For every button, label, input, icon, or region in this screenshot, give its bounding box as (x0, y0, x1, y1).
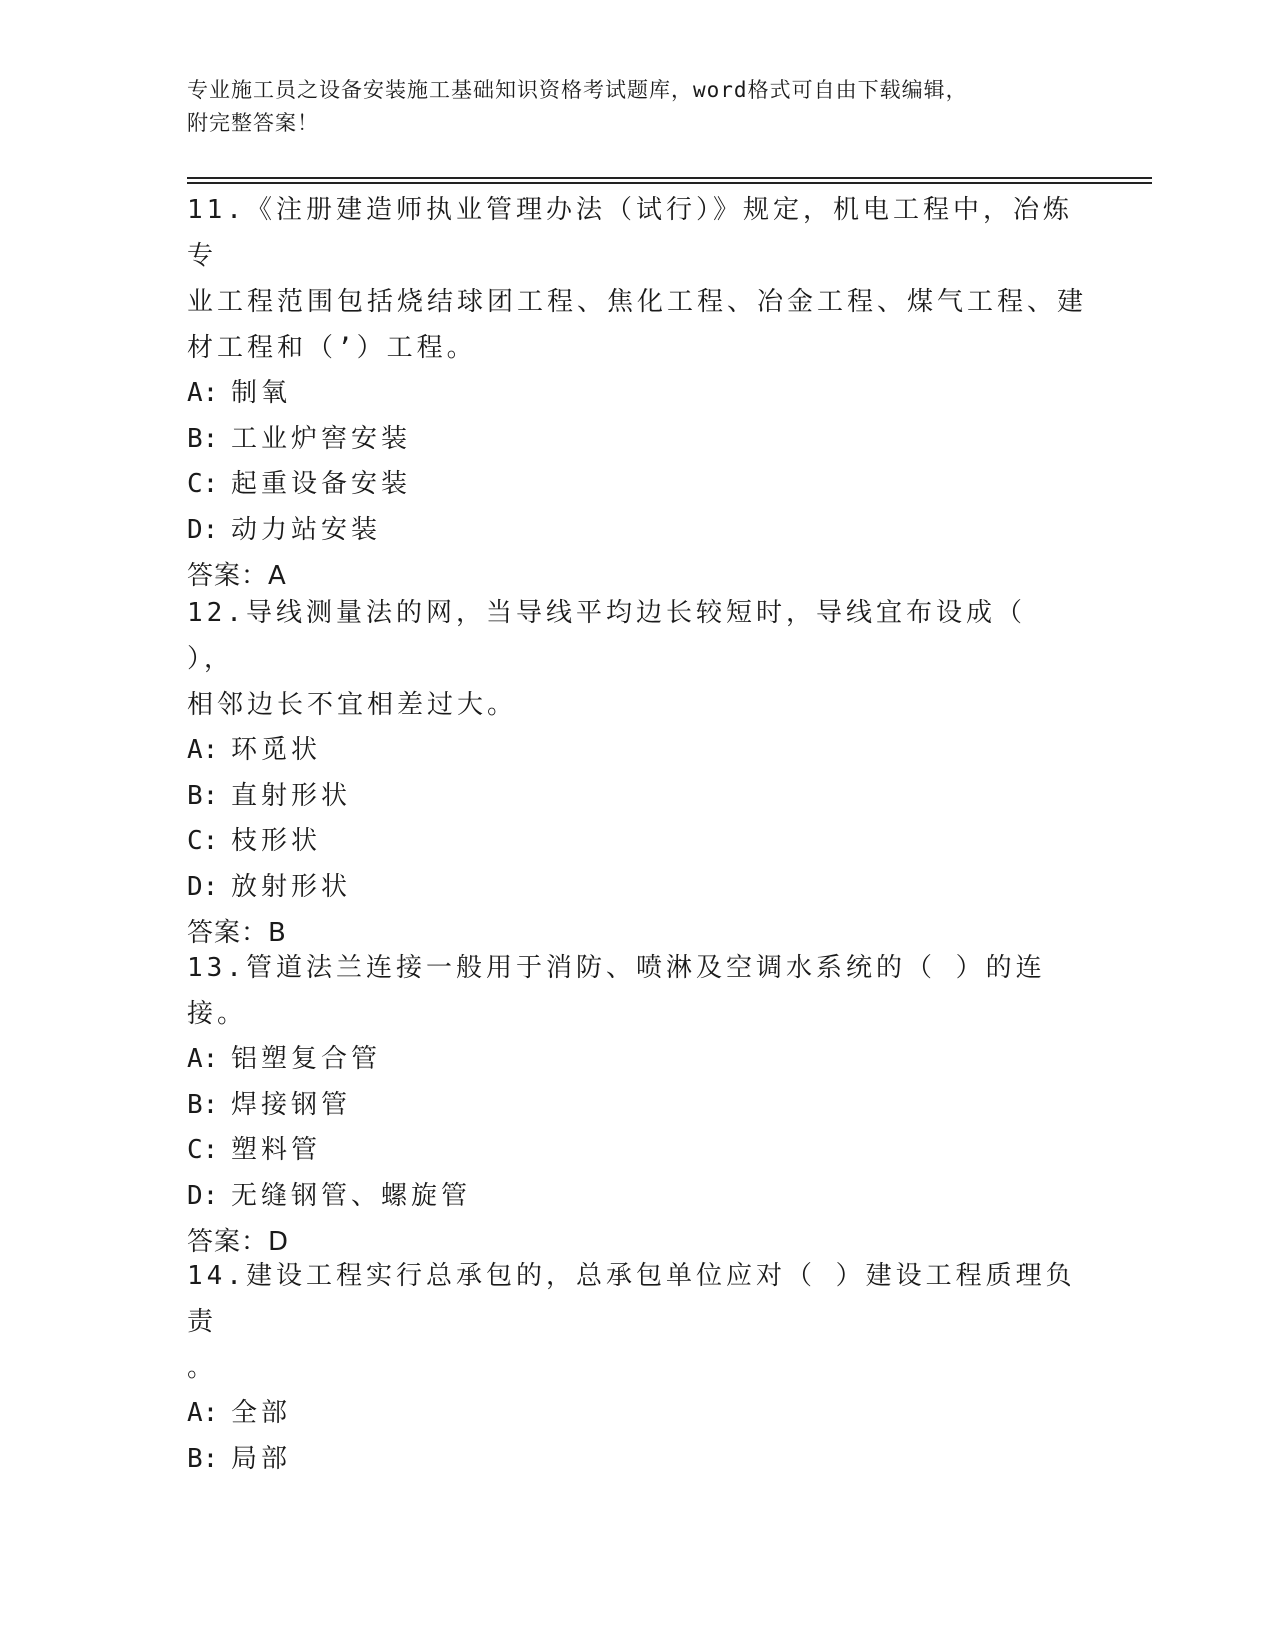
option-a (187, 1391, 1087, 1437)
option-text: 直射形状 (231, 780, 352, 811)
option-text: 环觅状 (231, 735, 322, 765)
option-d (187, 1174, 1087, 1220)
option-text: 无缝钢管、螺旋管 (231, 1180, 472, 1211)
question-text-line: 13.管道法兰连接一般用于消防、喷淋及空调水系统的（ ）的连接。 (187, 953, 1046, 1029)
option-letter: B: (187, 1443, 219, 1474)
option-text: 铝塑复合管 (231, 1044, 382, 1074)
option-letter: A: (187, 378, 219, 408)
option-letter: D: (187, 1180, 219, 1211)
option-letter: B: (187, 1089, 219, 1120)
option-b (187, 1437, 1087, 1483)
question-14 (187, 1253, 1087, 1482)
question-text-line: 。 (187, 1353, 218, 1383)
question-11-text (187, 187, 1087, 371)
option-letter: C: (187, 469, 219, 499)
option-text: 动力站安装 (231, 514, 382, 545)
question-text-line: 12.导线测量法的网，当导线平均边长较短时，导线宜布设成（ ）， (187, 598, 1026, 674)
question-text-line: 14.建设工程实行总承包的，总承包单位应对（ ）建设工程质理负责 (187, 1261, 1076, 1337)
option-letter: C: (187, 826, 219, 856)
option-b (187, 1083, 1087, 1129)
option-b (187, 417, 1087, 463)
divider-rule-top (187, 177, 1152, 179)
answer-label: 答案：B (187, 918, 287, 948)
option-text: 全部 (231, 1398, 292, 1428)
option-c (187, 462, 1087, 508)
option-letter: A: (187, 1044, 219, 1074)
answer-label: 答案：A (187, 561, 287, 591)
question-12 (187, 590, 1087, 956)
question-text-line: 相邻边长不宜相差过大。 (187, 690, 518, 720)
option-text: 塑料管 (231, 1135, 322, 1165)
question-text-line: 11.《注册建造师执业管理办法（试行）》规定，机电工程中，冶炼专 (187, 195, 1073, 271)
question-text-line: 材工程和（’）工程。 (187, 333, 477, 363)
option-a (187, 1037, 1087, 1083)
question-13 (187, 945, 1087, 1265)
option-a (187, 371, 1087, 417)
question-12-text (187, 590, 1087, 728)
option-text: 制氧 (231, 378, 292, 408)
option-text: 起重设备安装 (231, 469, 412, 499)
answer-label: 答案：D (187, 1227, 290, 1257)
question-14-text (187, 1253, 1087, 1391)
option-letter: A: (187, 1398, 219, 1428)
option-letter: D: (187, 871, 219, 902)
header-line-2: 附完整答案！ (187, 111, 319, 135)
option-b (187, 774, 1087, 820)
option-d (187, 508, 1087, 554)
option-letter: A: (187, 735, 219, 765)
option-text: 枝形状 (231, 826, 322, 856)
option-text: 工业炉窖安装 (231, 423, 412, 454)
option-text: 局部 (231, 1443, 292, 1474)
option-letter: B: (187, 780, 219, 811)
option-text: 焊接钢管 (231, 1089, 352, 1120)
option-letter: D: (187, 514, 219, 545)
option-letter: B: (187, 423, 219, 454)
document-header (187, 74, 1087, 140)
divider-rule-bottom (187, 182, 1152, 184)
option-c (187, 819, 1087, 865)
header-line-1: 专业施工员之设备安装施工基础知识资格考试题库，word格式可自由下载编辑， (187, 78, 968, 102)
option-text: 放射形状 (231, 871, 352, 902)
question-text-line: 业工程范围包括烧结球团工程、焦化工程、冶金工程、煤气工程、建 (187, 287, 1088, 317)
option-a (187, 728, 1087, 774)
option-letter: C: (187, 1135, 219, 1165)
option-c (187, 1128, 1087, 1174)
question-13-text (187, 945, 1087, 1037)
question-11 (187, 187, 1087, 599)
option-d (187, 865, 1087, 911)
